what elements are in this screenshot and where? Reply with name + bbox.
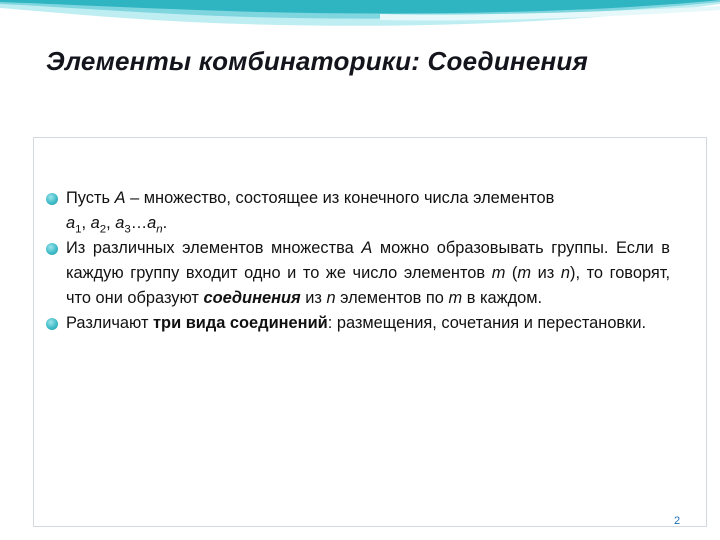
top-wave-decoration — [0, 0, 720, 40]
page-number: 2 — [674, 515, 681, 527]
slide-title: Элементы комбинаторики: Соединения — [46, 46, 588, 76]
bullet-1-line-1: Пусть A – множество, состоящее из конечного числа элементов — [66, 189, 555, 207]
round-bullet-icon — [46, 243, 58, 255]
bullet-1-line-2: $a_1$, $a_2$, $a_3\dots a_n$. — [66, 214, 168, 236]
bullet-list — [46, 186, 670, 336]
round-bullet-icon — [46, 193, 58, 205]
bullet-item-3: Различают три вида соединений: размещения, сочетания и перестановки. — [46, 311, 670, 336]
round-bullet-icon — [46, 318, 58, 330]
highlighted-term: три вида соединений — [153, 314, 328, 332]
highlighted-term: соединения — [203, 289, 301, 307]
bullet-item-2: Из различных элементов множества А можно образовывать группы. Если в каждую группу входит одно и то же число элементов m (m из n), то говорят, что они образуют соединения из n элементов по m в каждом. — [46, 236, 670, 311]
bullet-item-1 — [46, 186, 670, 236]
